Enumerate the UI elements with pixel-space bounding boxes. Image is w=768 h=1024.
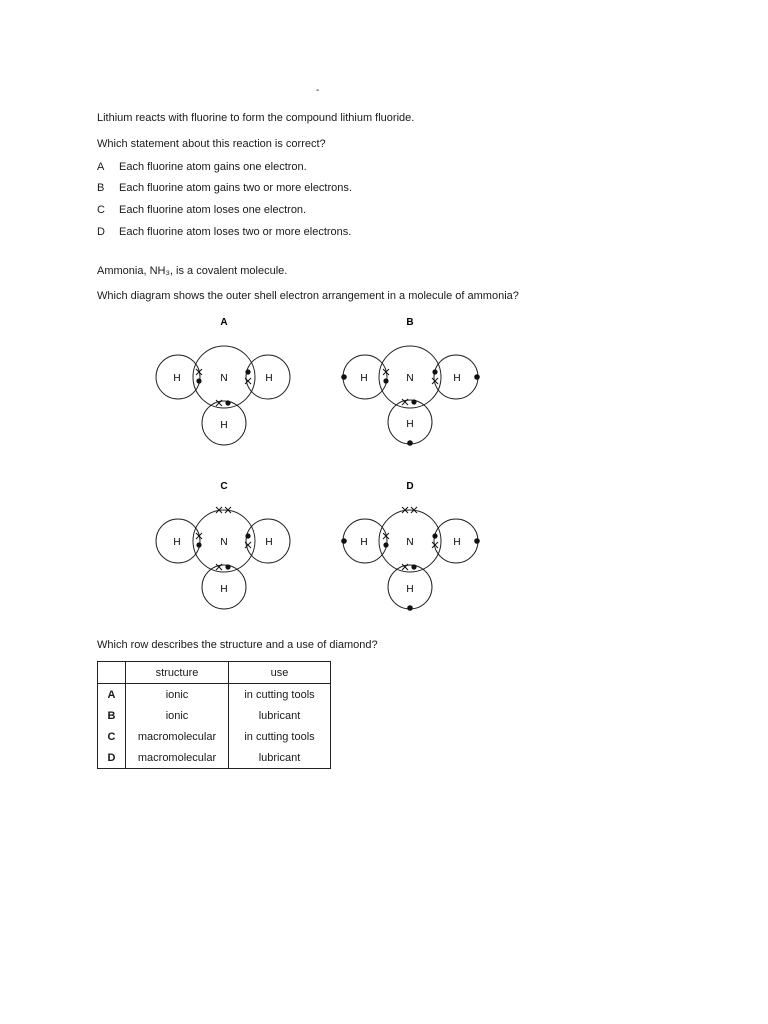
diagram-b-left-atom: H <box>360 373 368 384</box>
row-letter: C <box>98 726 126 747</box>
diagram-a-left-atom: H <box>173 373 181 384</box>
q3-question: Which row describes the structure and a use of diamond? <box>97 639 378 651</box>
table-row <box>98 747 331 769</box>
row-use: in cutting tools <box>229 684 331 706</box>
q1-option-c-text: Each fluorine atom loses one electron. <box>119 204 307 216</box>
q1-option-b-letter: B <box>97 182 105 194</box>
q1-option-d-letter: D <box>97 226 105 238</box>
diagram-c-central-atom: N <box>220 537 228 548</box>
q1-stem: Lithium reacts with fluorine to form the compound lithium fluoride. <box>97 112 415 124</box>
diagram-a-right-atom: H <box>265 373 273 384</box>
table-row <box>98 705 331 726</box>
diagram-d-central-atom: N <box>406 537 414 548</box>
table-row <box>98 684 331 706</box>
q1-option-b-text: Each fluorine atom gains two or more electrons. <box>119 182 352 194</box>
diagram-a-label: A <box>220 317 228 328</box>
row-structure: ionic <box>126 684 229 706</box>
row-structure: macromolecular <box>126 747 229 769</box>
diagram-c-bottom-atom: H <box>220 584 228 595</box>
row-use: lubricant <box>229 705 331 726</box>
diagram-d-bottom-atom: H <box>406 584 414 595</box>
table-header-use: use <box>229 662 331 684</box>
diagram-a-central-atom: N <box>220 373 228 384</box>
diagram-c-right-atom: H <box>265 537 273 548</box>
table-header-structure: structure <box>126 662 229 684</box>
diagram-a <box>156 317 290 445</box>
q2-stem: Ammonia, NH₃, is a covalent molecule. <box>97 265 288 277</box>
q1-option-a-letter: A <box>97 161 105 173</box>
diagram-c-label: C <box>220 481 228 492</box>
diagram-b-central-atom: N <box>406 373 414 384</box>
q1-question: Which statement about this reaction is correct? <box>97 138 326 150</box>
row-letter: D <box>98 747 126 769</box>
diagram-d-left-atom: H <box>360 537 368 548</box>
row-structure: macromolecular <box>126 726 229 747</box>
row-use: lubricant <box>229 747 331 769</box>
table-header-blank <box>98 662 126 684</box>
stray-mark: - <box>316 85 320 96</box>
diagram-b <box>341 317 480 446</box>
table-row <box>98 726 331 747</box>
diagram-c <box>156 481 290 609</box>
q1-option-a-text: Each fluorine atom gains one electron. <box>119 161 307 173</box>
diagram-a-bottom-atom: H <box>220 420 228 431</box>
q1-option-d-text: Each fluorine atom loses two or more electrons. <box>119 226 352 238</box>
diagram-b-right-atom: H <box>453 373 461 384</box>
diagram-d-label: D <box>406 481 414 492</box>
row-letter: B <box>98 705 126 726</box>
diagram-b-label: B <box>406 317 414 328</box>
q2-question: Which diagram shows the outer shell electron arrangement in a molecule of ammonia? <box>97 290 519 302</box>
diamond-table <box>97 661 331 769</box>
diagram-d-right-atom: H <box>453 537 461 548</box>
diagram-d <box>341 481 480 611</box>
row-use: in cutting tools <box>229 726 331 747</box>
row-structure: ionic <box>126 705 229 726</box>
q1-option-c-letter: C <box>97 204 105 216</box>
table-header-row <box>98 662 331 684</box>
diagram-b-bottom-atom: H <box>406 419 414 430</box>
diagram-c-left-atom: H <box>173 537 181 548</box>
row-letter: A <box>98 684 126 706</box>
